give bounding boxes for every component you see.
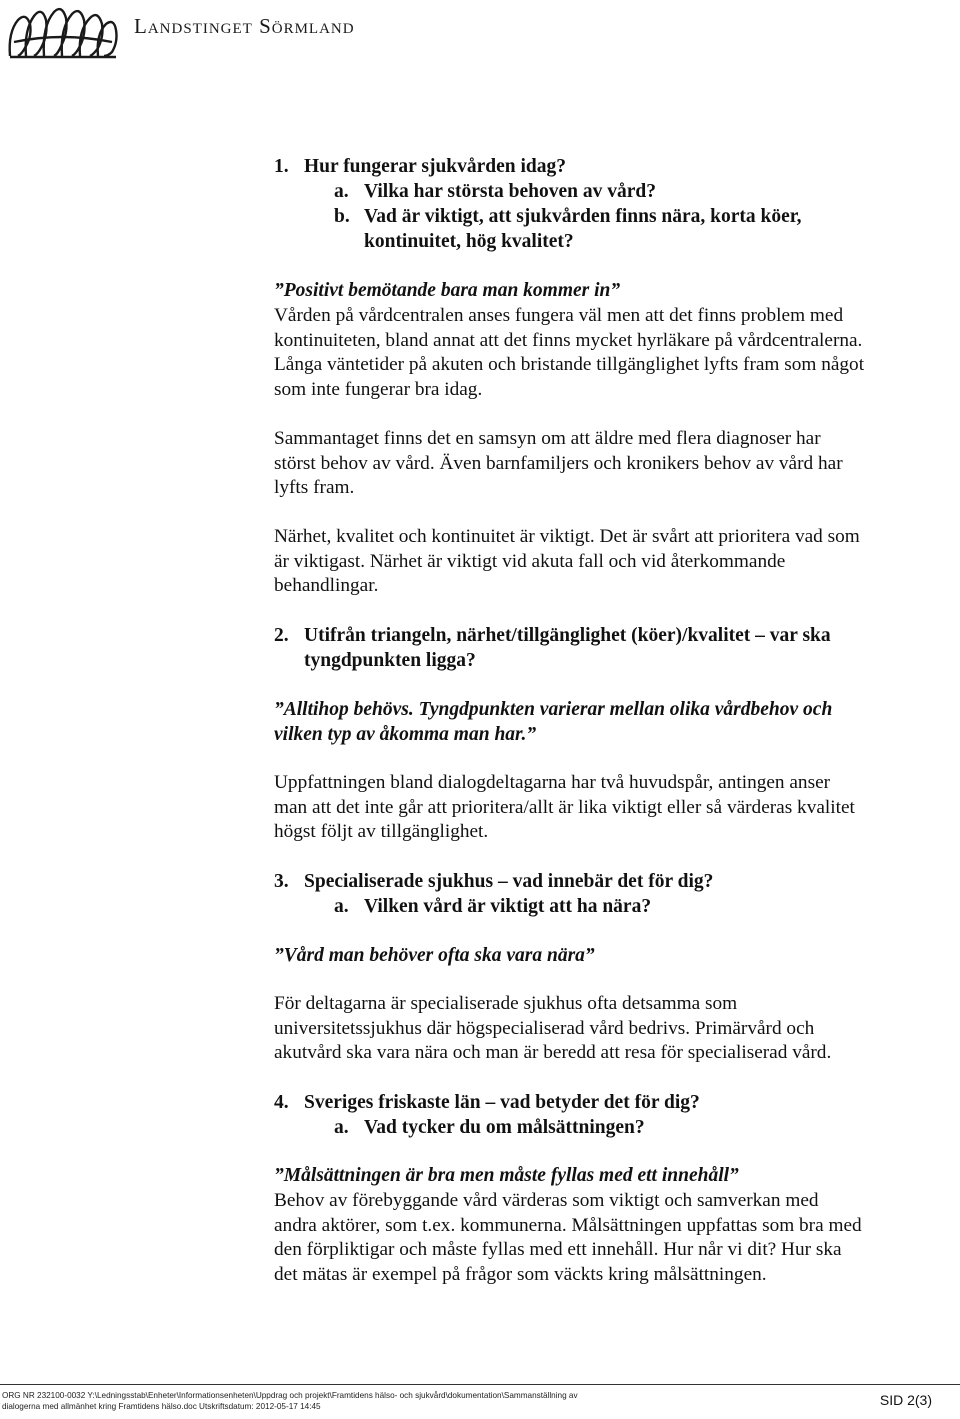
answer-paragraph <box>274 992 831 1066</box>
subquestion-letter: a. <box>334 181 349 202</box>
paragraph-line: universitetssjukhus där högspecialiserad vård bedrivs. Primärvård och <box>274 1017 815 1039</box>
paragraph-line: behandlingar. <box>274 575 379 596</box>
paragraph-line: man att det inte går att prioritera/allt är lika viktigt eller så värderas kvalitet <box>274 796 855 818</box>
subquestion-text: Vilken vård är viktigt att ha nära? <box>364 896 652 917</box>
subquestion-text-continued: kontinuitet, hög kvalitet? <box>364 230 574 252</box>
subquestion-letter: a. <box>334 1117 349 1138</box>
question-1b <box>334 205 802 254</box>
question-2 <box>274 624 831 673</box>
question-text-continued: tyngdpunkten ligga? <box>304 649 476 671</box>
question-1 <box>274 155 566 180</box>
question-number: 2. <box>274 625 289 646</box>
footer-divider <box>0 1384 960 1385</box>
paragraph-line: Behov av förebyggande vård värderas som viktigt och samverkan med <box>274 1190 819 1211</box>
answer-paragraph <box>274 525 860 599</box>
quote-line: ”Alltihop behövs. Tyngdpunkten varierar mellan olika vårdbehov och <box>274 699 833 720</box>
answer-paragraph <box>274 427 843 501</box>
answer-paragraph <box>274 771 855 845</box>
paragraph-line: högst följt av tillgänglighet. <box>274 821 489 842</box>
paragraph-line: Långa väntetider på akuten och bristande tillgänglighet lyfts fram som något <box>274 354 865 375</box>
question-number: 1. <box>274 156 289 177</box>
paragraph-line: För deltagarna är specialiserade sjukhus ofta detsamma som <box>274 993 738 1014</box>
quote-line: vilken typ av åkomma man har.” <box>274 723 537 745</box>
paragraph-line: Närhet, kvalitet och kontinuitet är viktigt. Det är svårt att prioritera vad som <box>274 526 860 547</box>
paragraph-line: kontinuiteten, bland annat att det finns mycket hyrläkare på vårdcentralerna. <box>274 329 863 351</box>
question-4a <box>334 1116 645 1141</box>
paragraph-line: andra aktörer, som t.ex. kommunerna. Målsättningen uppfattas som bra med <box>274 1214 862 1236</box>
subquestion-text: Vad är viktigt, att sjukvården finns nära, korta köer, <box>364 206 802 227</box>
paragraph-line: störst behov av vård. Även barnfamiljers och kronikers behov av vård har <box>274 452 843 474</box>
question-number: 3. <box>274 871 289 892</box>
question-4 <box>274 1091 700 1116</box>
answer-quote-3: ”Vård man behöver ofta ska vara nära” <box>274 945 595 966</box>
subquestion-letter: a. <box>334 896 349 917</box>
page-number: SID 2(3) <box>879 1392 932 1408</box>
answer-paragraph <box>274 304 864 402</box>
landstinget-crown-logo-icon <box>4 2 122 62</box>
paragraph-line: Uppfattningen bland dialogdeltagarna har två huvudspår, antingen anser <box>274 772 831 793</box>
answer-paragraph <box>274 1189 862 1287</box>
question-number: 4. <box>274 1092 289 1113</box>
question-3a <box>334 895 651 920</box>
paragraph-line: akutvård ska vara nära och man är beredd att resa för specialiserad vård. <box>274 1042 832 1063</box>
page-header <box>0 0 960 70</box>
footer-metadata <box>2 1390 578 1412</box>
answer-quote-1: ”Positivt bemötande bara man kommer in” <box>274 280 621 301</box>
question-text: Specialiserade sjukhus – vad innebär det för dig? <box>304 871 714 892</box>
question-text: Sveriges friskaste län – vad betyder det för dig? <box>304 1092 700 1113</box>
footer-line: dialogerna med allmänhet kring Framtidens hälso.doc Utskriftsdatum: 2012-05-17 14:45 <box>2 1402 321 1411</box>
paragraph-line: den förpliktigar och måste fyllas med ett innehåll. Hur når vi dit? Hur ska <box>274 1239 842 1260</box>
organization-name: Landstinget Sörmland <box>134 14 355 38</box>
answer-quote-4: ”Målsättningen är bra men måste fyllas med ett innehåll” <box>274 1165 739 1186</box>
paragraph-line: är viktigast. Närhet är viktigt vid akuta fall och vid återkommande <box>274 550 786 572</box>
paragraph-line: som inte fungerar bra idag. <box>274 378 483 400</box>
footer-line: ORG NR 232100-0032 Y:\Ledningsstab\Enheter\Informationsenheten\Uppdrag och projekt\Framtidens hälso- och sjukvård\dokumentation\Sammanställning av <box>2 1391 578 1400</box>
subquestion-text: Vilka har största behoven av vård? <box>364 181 656 202</box>
question-3 <box>274 870 713 895</box>
subquestion-letter: b. <box>334 206 350 227</box>
paragraph-line: Sammantaget finns det en samsyn om att äldre med flera diagnoser har <box>274 428 821 449</box>
question-text: Utifrån triangeln, närhet/tillgänglighet (köer)/kvalitet – var ska <box>304 625 831 646</box>
question-1a <box>334 180 656 205</box>
paragraph-line: Vården på vårdcentralen anses fungera väl men att det finns problem med <box>274 305 844 326</box>
question-text: Hur fungerar sjukvården idag? <box>304 156 567 177</box>
paragraph-line: lyfts fram. <box>274 477 355 498</box>
paragraph-line: det mätas är exempel på frågor som väckts kring målsättningen. <box>274 1263 767 1285</box>
subquestion-text: Vad tycker du om målsättningen? <box>364 1117 645 1138</box>
answer-quote-2 <box>274 698 832 747</box>
